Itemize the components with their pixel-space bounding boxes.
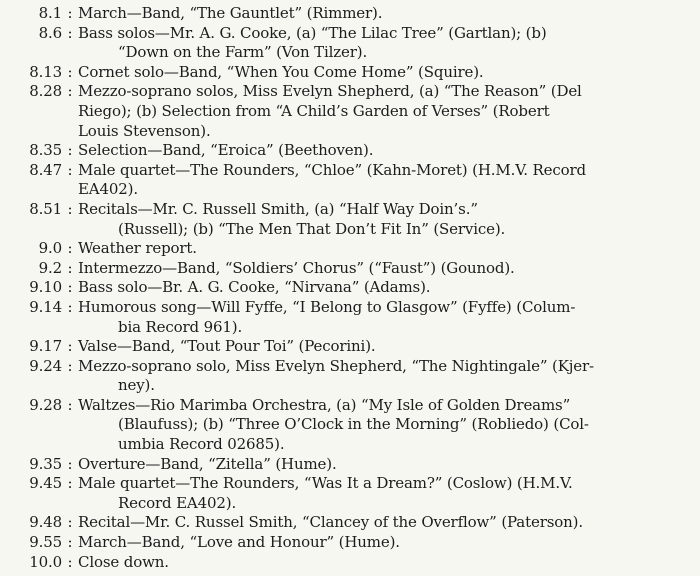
programme-item-continuation — [6, 318, 692, 338]
programme-time: 8.35 — [29, 141, 62, 160]
programme-time: 9.14 — [29, 297, 62, 316]
programme-time: 9.55 — [29, 533, 62, 552]
time-separator: : — [67, 239, 73, 258]
programme-text: Weather report. — [78, 239, 197, 258]
time-separator: : — [67, 395, 73, 414]
time-separator: : — [67, 258, 73, 277]
programme-time: 8.47 — [29, 160, 62, 179]
programme-text: Valse—Band, “Tout Pour Toi” (Pecorini). — [78, 337, 376, 356]
time-separator: : — [67, 62, 73, 81]
programme-time: 9.45 — [29, 474, 62, 493]
programme-item — [6, 141, 692, 161]
programme-time: 8.28 — [29, 82, 62, 101]
programme-item — [6, 357, 692, 377]
programme-text: Male quartet—The Rounders, “Was It a Dream?” (Coslow) (H.M.V. — [78, 474, 573, 493]
programme-time: 9.28 — [29, 395, 62, 414]
time-separator: : — [67, 454, 73, 473]
programme-list — [6, 4, 692, 572]
programme-text: March—Band, “Love and Honour” (Hume). — [78, 533, 400, 552]
time-separator: : — [67, 160, 73, 179]
programme-item-continuation — [6, 494, 692, 514]
programme-item — [6, 239, 692, 259]
programme-text: bia Record 961). — [118, 317, 243, 336]
programme-time: 9.35 — [29, 454, 62, 473]
programme-text: Selection—Band, “Eroica” (Beethoven). — [78, 141, 374, 160]
programme-item — [6, 161, 692, 181]
programme-text: Mezzo-soprano solo, Miss Evelyn Shepherd, “The Nightingale” (Kjer- — [78, 356, 594, 375]
time-separator: : — [67, 552, 73, 571]
programme-item — [6, 553, 692, 573]
programme-text: Close down. — [78, 552, 169, 571]
programme-item-continuation — [6, 122, 692, 142]
programme-time: 8.13 — [29, 62, 62, 81]
programme-text: Mezzo-soprano solos, Miss Evelyn Shepherd, (a) “The Reason” (Del — [78, 82, 582, 101]
time-separator: : — [67, 82, 73, 101]
programme-text: (Russell); (b) “The Men That Don’t Fit In” (Service). — [118, 219, 506, 238]
programme-item — [6, 82, 692, 102]
programme-item-continuation — [6, 376, 692, 396]
programme-item-continuation — [6, 102, 692, 122]
programme-item — [6, 4, 692, 24]
programme-item — [6, 455, 692, 475]
programme-text: Recital—Mr. C. Russel Smith, “Clancey of the Overflow” (Paterson). — [78, 513, 583, 532]
programme-item — [6, 63, 692, 83]
time-separator: : — [67, 337, 73, 356]
programme-item — [6, 200, 692, 220]
programme-time: 10.0 — [29, 552, 62, 571]
programme-item — [6, 259, 692, 279]
time-separator: : — [67, 513, 73, 532]
programme-time: 9.0 — [38, 239, 62, 258]
programme-item-continuation — [6, 180, 692, 200]
programme-item — [6, 474, 692, 494]
programme-text: Bass solos—Mr. A. G. Cooke, (a) “The Lilac Tree” (Gartlan); (b) — [78, 23, 547, 42]
time-separator: : — [67, 199, 73, 218]
programme-text: Louis Stevenson). — [78, 121, 211, 140]
programme-item — [6, 337, 692, 357]
time-separator: : — [67, 278, 73, 297]
time-separator: : — [67, 533, 73, 552]
programme-time: 8.51 — [29, 199, 62, 218]
programme-text: (Blaufuss); (b) “Three O’Clock in the Morning” (Robliedo) (Col- — [118, 415, 589, 434]
programme-item-continuation — [6, 220, 692, 240]
programme-time: 9.17 — [29, 337, 62, 356]
programme-item — [6, 24, 692, 44]
programme-text: Record EA402). — [118, 493, 237, 512]
programme-text: March—Band, “The Gauntlet” (Rimmer). — [78, 4, 383, 22]
programme-text: umbia Record 02685). — [118, 435, 285, 454]
programme-time: 9.2 — [38, 258, 62, 277]
programme-time: 8.6 — [38, 23, 62, 42]
time-separator: : — [67, 474, 73, 493]
programme-item — [6, 396, 692, 416]
programme-text: Male quartet—The Rounders, “Chloe” (Kahn-Moret) (H.M.V. Record — [78, 160, 586, 179]
time-separator: : — [67, 297, 73, 316]
time-separator: : — [67, 4, 73, 22]
programme-text: Humorous song—Will Fyffe, “I Belong to Glasgow” (Fyffe) (Colum- — [78, 297, 576, 316]
time-separator: : — [67, 141, 73, 160]
programme-text: Bass solo—Br. A. G. Cooke, “Nirvana” (Adams). — [78, 278, 431, 297]
programme-text: EA402). — [78, 180, 138, 199]
programme-text: Riego); (b) Selection from “A Child’s Garden of Verses” (Robert — [78, 101, 550, 120]
programme-item-continuation — [6, 415, 692, 435]
programme-time: 9.10 — [29, 278, 62, 297]
programme-text: ney). — [118, 376, 155, 395]
programme-text: Recitals—Mr. C. Russell Smith, (a) “Half Way Doin’s.” — [78, 199, 478, 218]
programme-text: Overture—Band, “Zitella” (Hume). — [78, 454, 337, 473]
programme-text: Cornet solo—Band, “When You Come Home” (Squire). — [78, 62, 484, 81]
programme-item — [6, 533, 692, 553]
time-separator: : — [67, 356, 73, 375]
programme-text: Waltzes—Rio Marimba Orchestra, (a) “My Isle of Golden Dreams” — [78, 395, 571, 414]
programme-item-continuation — [6, 435, 692, 455]
programme-item — [6, 278, 692, 298]
programme-item — [6, 513, 692, 533]
programme-time: 9.48 — [29, 513, 62, 532]
programme-item-continuation — [6, 43, 692, 63]
programme-time: 8.1 — [38, 4, 62, 22]
programme-text: Intermezzo—Band, “Soldiers’ Chorus” (“Faust”) (Gounod). — [78, 258, 515, 277]
programme-item — [6, 298, 692, 318]
programme-text: “Down on the Farm” (Von Tilzer). — [118, 43, 368, 62]
programme-time: 9.24 — [29, 356, 62, 375]
time-separator: : — [67, 23, 73, 42]
